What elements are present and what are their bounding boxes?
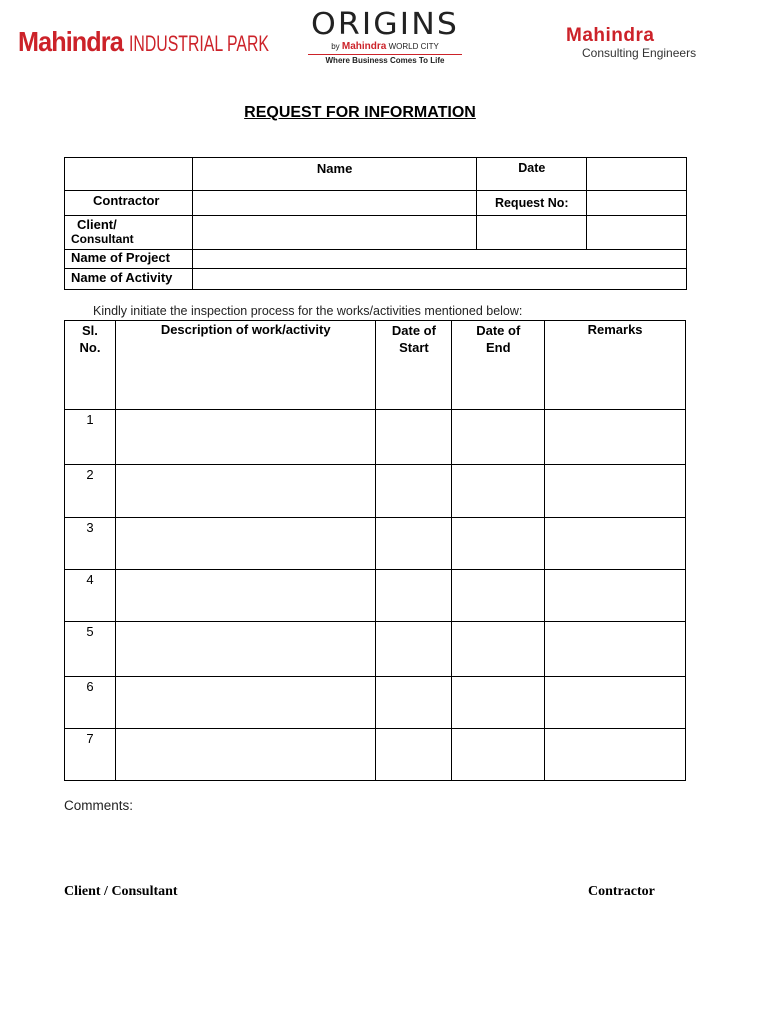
- start-cell[interactable]: [376, 465, 452, 518]
- name-label: Name: [192, 158, 476, 191]
- start-cell[interactable]: [376, 622, 452, 677]
- remarks-cell[interactable]: [545, 518, 686, 570]
- header-blank-cell: [65, 158, 193, 191]
- col-description: Description of work/activity: [115, 321, 376, 410]
- end-cell[interactable]: [452, 518, 545, 570]
- project-value-cell[interactable]: [192, 250, 686, 269]
- start-cell[interactable]: [376, 677, 452, 729]
- date-label: Date: [477, 158, 587, 191]
- end-cell[interactable]: [452, 729, 545, 781]
- table-row: [65, 410, 686, 465]
- origins-by-suffix: WORLD CITY: [388, 42, 439, 51]
- remarks-cell[interactable]: [545, 465, 686, 518]
- origins-by-line: [300, 42, 470, 52]
- remarks-cell[interactable]: [545, 729, 686, 781]
- project-label: Name of Project: [65, 250, 193, 269]
- table-row: [65, 677, 686, 729]
- table-row: [65, 465, 686, 518]
- col-sl-no: [65, 321, 116, 410]
- page-title: REQUEST FOR INFORMATION: [244, 104, 476, 121]
- row-number: 1: [65, 410, 116, 465]
- row-number: 4: [65, 570, 116, 622]
- remarks-cell[interactable]: [545, 410, 686, 465]
- mahindra-industrial-park-logo: [18, 26, 323, 58]
- origins-wordmark: ORIGINS: [311, 7, 459, 42]
- origins-tagline: Where Business Comes To Life: [325, 56, 445, 65]
- origins-by: by: [331, 42, 340, 51]
- client-name-cell[interactable]: [192, 216, 476, 250]
- description-cell[interactable]: [115, 570, 376, 622]
- description-cell[interactable]: [115, 622, 376, 677]
- table-row: [65, 518, 686, 570]
- client-label-line1: Client/: [77, 217, 117, 232]
- row-number: 3: [65, 518, 116, 570]
- start-cell[interactable]: [376, 518, 452, 570]
- origins-divider: [308, 54, 462, 55]
- works-table: [64, 320, 686, 781]
- end-cell[interactable]: [452, 465, 545, 518]
- description-cell[interactable]: [115, 677, 376, 729]
- origins-by-brand: Mahindra: [341, 41, 387, 52]
- col-date-start: [376, 321, 452, 410]
- table-row: [65, 622, 686, 677]
- description-cell[interactable]: [115, 729, 376, 781]
- col-remarks: Remarks: [545, 321, 686, 410]
- col-end-line2: End: [485, 340, 511, 355]
- start-cell[interactable]: [376, 570, 452, 622]
- client-label-line2: Consultant: [71, 232, 134, 246]
- logo-left-sub: INDUSTRIAL PARK: [128, 31, 269, 56]
- col-end-line1: Date of: [476, 323, 521, 338]
- row-number: 2: [65, 465, 116, 518]
- col-start-line1: Date of: [391, 323, 436, 338]
- activity-label: Name of Activity: [65, 269, 193, 290]
- instruction-text: Kindly initiate the inspection process for the works/activities mentioned below:: [93, 304, 523, 318]
- signature-contractor: Contractor: [588, 884, 655, 899]
- client-extra-cell[interactable]: [477, 216, 587, 250]
- description-cell[interactable]: [115, 518, 376, 570]
- remarks-cell[interactable]: [545, 677, 686, 729]
- end-cell[interactable]: [452, 622, 545, 677]
- date-value-cell[interactable]: [587, 158, 687, 191]
- col-sl-line1: Sl.: [82, 323, 98, 338]
- description-cell[interactable]: [115, 465, 376, 518]
- table-row: [65, 570, 686, 622]
- comments-label: Comments:: [64, 798, 134, 813]
- col-start-line2: Start: [399, 340, 429, 355]
- logo-right-sub: Consulting Engineers: [582, 46, 697, 60]
- start-cell[interactable]: [376, 410, 452, 465]
- works-header-row: [65, 321, 686, 410]
- contractor-label: Contractor: [65, 191, 193, 216]
- start-cell[interactable]: [376, 729, 452, 781]
- col-sl-line2: No.: [79, 340, 101, 355]
- activity-value-cell[interactable]: [192, 269, 686, 290]
- end-cell[interactable]: [452, 410, 545, 465]
- row-number: 7: [65, 729, 116, 781]
- client-extra-cell-2[interactable]: [587, 216, 687, 250]
- request-no-value-cell[interactable]: [587, 191, 687, 216]
- description-cell[interactable]: [115, 410, 376, 465]
- logo-left-brand: Mahindra: [18, 26, 123, 57]
- table-row: [65, 729, 686, 781]
- row-number: 6: [65, 677, 116, 729]
- col-date-end: [452, 321, 545, 410]
- remarks-cell[interactable]: [545, 622, 686, 677]
- client-consultant-label: [65, 216, 193, 250]
- mahindra-consulting-engineers-logo: [566, 26, 706, 60]
- origins-logo: [300, 7, 470, 66]
- contractor-name-cell[interactable]: [192, 191, 476, 216]
- signature-client-consultant: Client / Consultant: [64, 884, 178, 899]
- request-no-label: Request No:: [477, 191, 587, 216]
- end-cell[interactable]: [452, 677, 545, 729]
- end-cell[interactable]: [452, 570, 545, 622]
- logo-right-brand: Mahindra: [566, 25, 655, 46]
- header-table: [64, 157, 687, 290]
- remarks-cell[interactable]: [545, 570, 686, 622]
- row-number: 5: [65, 622, 116, 677]
